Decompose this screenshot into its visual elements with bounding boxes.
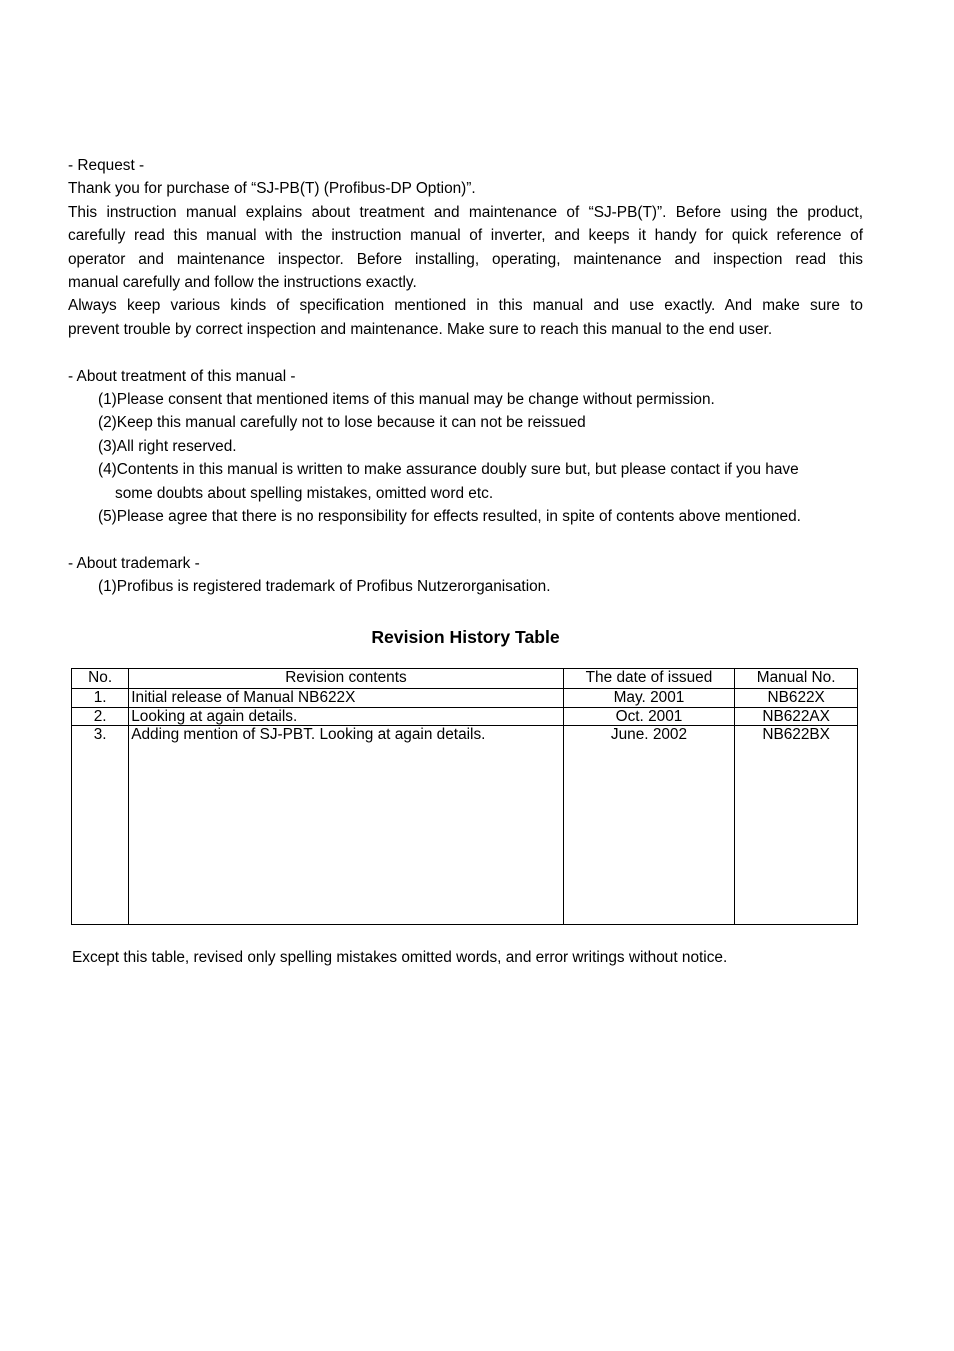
cell-date: June. 2002: [563, 726, 735, 925]
revision-table-title: Revision History Table: [371, 627, 560, 647]
cell-no: 1.: [72, 689, 129, 708]
treatment-item-2: (2)Keep this manual carefully not to lose because it can not be reissued: [98, 414, 586, 432]
request-line-6: Always keep various kinds of specification mentioned in this manual and use exactly. And make sure to: [68, 297, 863, 315]
request-line-4: operator and maintenance inspector. Before installing, operating, maintenance and inspection read this: [68, 250, 863, 268]
treatment-item-3: (3)All right reserved.: [98, 437, 237, 455]
cell-manual: NB622AX: [735, 707, 858, 726]
table-row: [72, 726, 858, 925]
trademark-heading: - About trademark -: [68, 554, 200, 572]
request-line-2: This instruction manual explains about treatment and maintenance of “SJ-PB(T)”. Before using the product,: [68, 203, 863, 221]
cell-manual: NB622BX: [735, 726, 858, 925]
cell-revision: Adding mention of SJ-PBT. Looking at again details.: [129, 726, 563, 925]
cell-date: May. 2001: [563, 689, 735, 708]
treatment-heading: - About treatment of this manual -: [68, 367, 296, 385]
request-line-3: carefully read this manual with the instruction manual of inverter, and keeps it handy for quick reference of: [68, 227, 863, 245]
header-revision-contents: Revision contents: [129, 669, 563, 689]
cell-date: Oct. 2001: [563, 707, 735, 726]
section-gap: [68, 528, 863, 551]
request-heading: - Request -: [68, 157, 145, 174]
header-no: No.: [72, 669, 129, 689]
section-gap: [68, 341, 863, 364]
table-row: [72, 707, 858, 726]
cell-revision: Initial release of Manual NB622X: [129, 689, 563, 708]
table-row: [72, 689, 858, 708]
request-line-1: Thank you for purchase of “SJ-PB(T) (Profibus-DP Option)”.: [68, 180, 476, 198]
treatment-item-5: (5)Please agree that there is no responsibility for effects resulted, in spite of contents above mentioned.: [98, 508, 801, 526]
request-line-7: prevent trouble by correct inspection and maintenance. Make sure to reach this manual to the end user.: [68, 320, 773, 338]
header-manual-no: Manual No.: [735, 669, 858, 689]
treatment-item-1: (1)Please consent that mentioned items of this manual may be change without permission.: [98, 391, 715, 409]
cell-no: 2.: [72, 707, 129, 726]
treatment-item-4: (4)Contents in this manual is written to make assurance doubly sure but, but please contact if you have: [98, 461, 799, 479]
document-body: [68, 154, 863, 599]
cell-no: 3.: [72, 726, 129, 925]
cell-revision: Looking at again details.: [129, 707, 563, 726]
cell-manual: NB622X: [735, 689, 858, 708]
trademark-item-1: (1)Profibus is registered trademark of Profibus Nutzerorganisation.: [98, 578, 551, 596]
table-header-row: [72, 669, 858, 689]
request-line-5: manual carefully and follow the instructions exactly.: [68, 274, 417, 292]
treatment-item-4-continued: some doubts about spelling mistakes, omitted word etc.: [115, 484, 494, 502]
header-date-issued: The date of issued: [563, 669, 735, 689]
revision-table-note: Except this table, revised only spelling mistakes omitted words, and error writings without notice.: [72, 949, 728, 966]
revision-history-table: [71, 668, 858, 925]
